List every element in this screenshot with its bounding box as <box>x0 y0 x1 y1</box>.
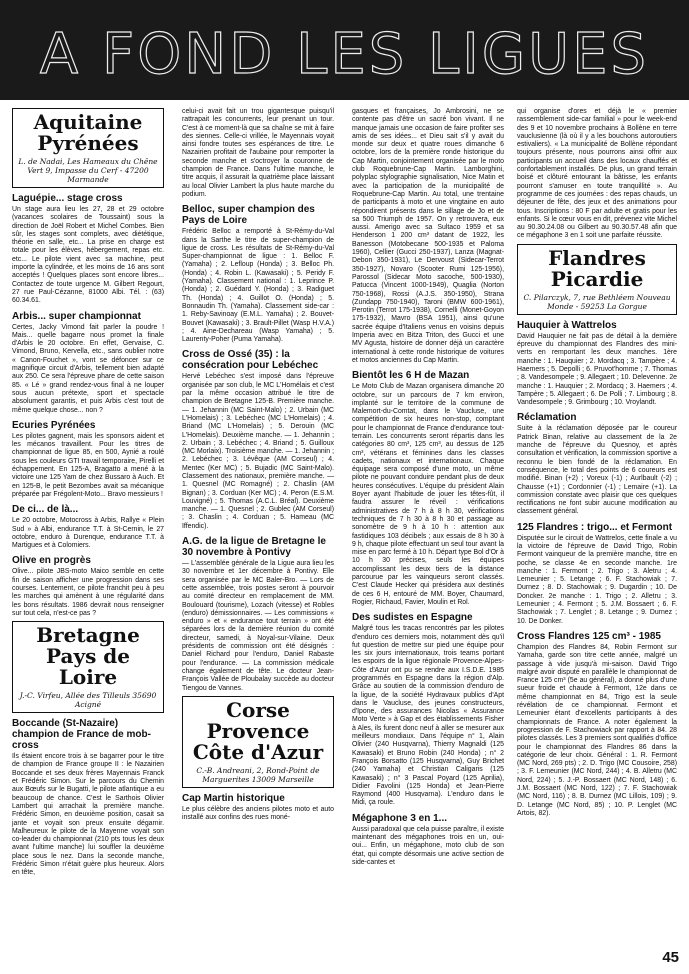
article-text: Hervé Lebéchec s'est imposé dans l'épreuve organisée par son club, le MC L'Homélais et c'est par la même occasion attribué le titre de champion de Bretagne 125-B. Première manche. — 1. Jehannin (MC Saint-Malo) ; 2. Urbain (MC L'Homelais) ; 3. Lebéchec (MC L'Homelais) ; 4. Briand (MC L'Homelais) ; 5. Derouin (MC L'Homelais). Deuxième manche. — 1. Jehannin ; 2. Urbain ; 3. Lebéchec ; 4. Briand ; 5. Guilloux (MC Morlaix). Troisième manche. — 1. Jehannin ; 2. Lebéchec ; 3. Lévêque (AM Corseul) ; 4. Mentec (Ker MC) ; 5. Bujadic (MC Saint-Malo). Classement des nationaux, première manche. — 1. Quesnel (MC Romagné) ; 2. Chaslin (AM Bignan) ; 3. Corduan (Ker MC) ; 4. Peron (E.S.M. Louvigné) ; 5. Thomas (A.C.L. Bréal). Deuxième manche. — 1. Quesnel ; 2. Gublec (AM Corseul) ; 3. Chaslin ; 4. Corduan ; 5. Hameau (MC Iffendic). <box>182 373 334 530</box>
article-text: David Hauquier ne fait pas de détail à la dernière épreuve du championnat des Flandres des mini-verts en remportant les deux manches. 1ère manche : 1. Hauquier ; 2. Mordacq ; 3. Tampère ; 4. Haemers ; 5. Depolli ; 6. Pruvot'homme ; 7. Thomas ; 8. Vandesompele ; 9. Allegaert ; 10. Delevenne. 2e manche : 1. Hauquier ; 2. Mordacq ; 3. Haemers ; 4. Tampère ; 5. Allegaert ; 6. De Polli ; 7. Limbourg ; 8. Vandesompele ; 9. Grimbourg ; 10. Vroylandt. <box>517 332 677 407</box>
article-text: Le plus célèbre des anciens pilotes moto et auto installé aux confins des rues moné- <box>182 805 334 822</box>
article-heading: Belloc, super champion des Pays de Loire <box>182 204 315 227</box>
article-text: Le Moto Club de Mazan organisera dimanche 20 octobre, sur un parcours de 7 km environ, implanté sur le territoire de la commune de Malemort-du-Comtat, dans le Vaucluse, une compétition de six heures non-stop, comptant pour le championnat de France d'endurance tout-terrain. Les concurrents seront répartis dans les catégories 80 cm³, 125 cm³, au dessus de 125 cm³, vétérans et féminines dans les classes cadets, nationaux et internationaux. Chaque équipage sera composé d'une moto, un même pilote ne pouvant conduire pendant plus de deux heures consécutives. L'équipe du président Alain Boyer ayant l'habitude de jouer les têtes-fût, il faudra assurer le réveil : vérifications administratives de 7 h à 8 h 30, vérifications techniques de 7 h 30 à 8 h 30 et passage au sonomètre de 9 h à 10 h : attention aux fastidiques 103 décibels ; aux essais de 8 h 30 à 9 h, chaque pilote effectuant un seul tour avant la mise en parc fermé à 10 h. Départ type Bol d'Or à 10 h 30 précises, seuls les équipes accomplissant les deux tiers de la distance parcourue par les vainqueurs seront classés. C'est Claude Hecker qui présidera aux destinés de ces 6 H, entouré de MM. Boyer, Chaumard, Rogier, Richaud, Favier, Moulin et Rol. <box>352 383 504 606</box>
article-heading: Hauquier à Wattrelos <box>517 319 617 331</box>
league-address: C. Pilarczyk, 7, rue Bethléem Nouveau Monde - 59253 La Gorgue <box>523 292 671 311</box>
article-text: Olive... pilote JBS-moto Maico semble en cette fin de saison afficher une progression dans ses courses. Lentement, ce pilote franchit peu à peu les marches qui amènent à une régularité dans les bons résultats. 1986 devrait nous renseigner sur tout cela, n'est-ce pas ? <box>12 568 164 617</box>
league-title: Corse Provence Côte d'Azur <box>192 697 324 764</box>
article-text: Un stage aura lieu les 27, 28 et 29 octobre (vacances scolaires de Toussaint) sous la direction de Joël Robert et Michel Combes. Bien sûr, les stages sont complets, avec diététique, théorie en salle, etc... La prise en charge est totale pour les élèves, hébergement, repas etc. etc... Le pilote vient avec sa machine, peut importe la cylindrée, et les moins de 16 ans sont acceptés ! Quelques places sont encore libres... Contactez de toute urgence M. Gilbert Regourt, 27 rue Paul-Cézanne, 81000 Albi. Tél. : (63) 60.34.61. <box>12 206 164 305</box>
banner-title: A FOND LES LIGUES <box>39 22 650 87</box>
column-2 <box>182 108 334 825</box>
article-text: Frédéric Belloc a remporté à St-Rémy-du-Val dans la Sarthe le titre de super-champion de ligue de cross. Les résultats de St-Rémy-du-Val Super-championnat de ligue : 1. Belloc F. (Yamaha) ; 2. Lefloup (Honda) ; 3. Belloc Ph. (Honda) ; 4. Robin L. (Kawasaki) ; 5. Peridy F. (Yamaha). Classement national : 1. Leprince P. (Honda) ; 2. Guédard Y. (Honda) ; 3. Radiguet Th. (Honda) ; 4. Guillot O. (Honda) ; 5. Bonnaudin Th. (Yamaha). Classement side-car : 1. Reby-Savinoay (E.M.L. Yamaha) ; 2. Bouvet-Bouvet (Kawasaki) ; 3. Brault-Pillet (Wasp H.V.A.) ; 4. Aine-Dechareau (Wasp Yamaha) ; 5. Laurenty-Poher (Puma Yamaha). <box>182 228 334 344</box>
article-heading: Arbis... super championnat <box>12 310 141 322</box>
league-address: C.-B. Andreani, 2, Rond-Point de Marguerites 13009 Marseille <box>196 765 320 784</box>
article-text: Disputée sur le circuit de Wattrelos, cette finale a vu la victoire de l'épreuve de David Trigo, Robin Fermont vainqueur de la première manche, titre en poche, se classe 4e en seconde manche. 1re manche : 1. Fermont ; 2. Trigo ; 3. Aletru ; 4. Lemeunier ; 5. Letange ; 6. F. Stachowiak ; 7. Durnez ; 8. D. Stachowiak ; 9. Dugardin ; 10. De Doncker. 2e manche : 1. Trigo ; 2. Alletru ; 3. Lemeunier ; 4. Fermont ; 5. J.M. Bossaert ; 6. F. Stachowiak ; 7. Lenglet ; 8. Letange ; 9. Durnez ; 10. De Donker. <box>517 534 677 625</box>
page-number: 45 <box>662 949 679 966</box>
article-heading: Réclamation <box>517 412 577 424</box>
article-text: Aussi paradoxal que cela puisse paraître, il existe maintenant des mégaphones trois en un, oui-oui... Enfin, un mégaphone, moto club de son état, qui compte désormais une active section de side-cantes et <box>352 825 504 866</box>
article-text: Ils étaient encore trois à se bagarrer pour le titre de champion de France groupe II : le Nazairien Boccande et ses deux frères Mayennais Franck et Frédéric Simon. Sur le parcours du Chemin aux Bœufs sur le Bugatti, le pilote atlantique a eu beaucoup de chance. C'est le Sarthois Olivier Lambert qui arrachait la première manche. Frédéric Simon, en deuxième position, casait sa jante et voyait son preux ensuite dégarnir. Malheureux le pilote de la Mayenne voyait son co-leader du championnat (210 pts tous les deux avant l'ultime manche) lui souffler la deuxième place sous le nez. Dans la seconde manche, Frédéric Simon n'était guère plus heureux. Alors en tête, <box>12 753 164 877</box>
league-title: Bretagne Pays de Loire <box>36 623 140 690</box>
league-title: Flandres Picardie <box>548 245 646 291</box>
column-1 <box>12 108 164 881</box>
article-text: Suite à la réclamation déposée par le coureur Patrick Binan, relative au classement de la 2e manche de l'épreuve du Quesnoy, et après consultation et vérification, la commission sportive a reconnu le bien fondé de la réclamation. En conséquence, le total des points de 6 coureurs est modifié. Binan (+2) ; Voreux (-1) ; Aurlbault (-2) ; Chausse (+1) ; Cordonnier (-1) ; Lemaire (+1). La commission constate avec plaisir que ces quelques rectifications ne font subir aucune modification au classement général. <box>517 425 677 516</box>
article-heading: Boccande (St-Nazaire) champion de France de mob-cross <box>12 718 151 752</box>
article-heading: Mégaphone 3 en 1... <box>352 812 448 824</box>
article-text: qui organise d'ores et déjà le « premier rassemblement side-car familial » pour le week-end des 9 et 10 novembre prochains à Bollène en terre vauclusienne (là où il y a les bouchons autoroutiers estivaliers). « La municipalité de Bollène répondant toujours présente, nous pourrons ainsi offrir aux participants un accueil dans des locaux chauffés et confortablement installés. De plus, un grand terrain boisé et clôturé entourant la bâtisse, les enfants pourront s'amuser en toute tranquillité ». Au programme de ces journées : des repas chauds, un déjeuner de fête, des jeux et des animations pour tous. Inscriptions : 80 F par adulte et gratis pour les enfants. Si le cœur vous en dit, prévenez vite Michel au 90.30.24.08 ou Gilbert au 90.30.57.48 afin que ce mégaphone 3 en 1 soit une parfaite réussite. <box>517 108 677 240</box>
article-text: Champion des Flandres 84, Robin Fermont sur Yamaha, garde son titre cette année, malgré un passage à vide jusqu'à mi-saison. David Trigo malgré avoir disputé en parallèle le championnat de France 125 cm³ (5e au général), a donné plus d'une sueur froide et chaude à Fermont, 12e dans ce même championnat en 84, Trigo est la seule révélation de ce championnat. Fermont et Lemeunier étant d'excellents participants à des championnats de France. A noter également la progression de F. Stachowiack par rapport à 84. 28 pilotes classés. Les 3 premiers sont qualifiés d'office pour le championnat des Flandres 86 dans la catégorie de leur choix. Général : 1. R. Fermont (MC Nord, 269 pts) ; 2. D. Trigo (MC Cousoire, 258) ; 3. F. Lemeunier (MC Nord, 244) ; 4. B. Alletru (MC Nord, 224) ; 5. J.-P. Bossaert (MC Nord, 148) ; 6. J.M. Bossaert (MC Nord, 122) ; 7. F. Stachowiak (MC Nord, 116) ; 8. B. Durnez (MC Lillois, 109) ; 9. D. Letange (MC Nord, 85) ; 10. P. Lenglet (MC Artois, 82). <box>517 643 677 817</box>
banner <box>0 0 689 100</box>
league-box-aquitaine <box>12 108 164 188</box>
article-text: Les pilotes gagnent, mais les sponsors aident et les mécanos travaillent. Pour les titres de championnat de ligue 85, en 500, Aynié a roulé sous les couleurs GTI travail temporaire, Pirelli et échappement. En 125-A, Bragatto a mené à la victoire une 125 Yam de chez Bussaro à Auch. Et en 125-B, le petit Bezombes avait sa mécanique préparée par Frégolent-Moto... Bravo messieurs ! <box>12 432 164 498</box>
article-heading: A.G. de la ligue de Bretagne le 30 novembre à Pontivy <box>182 536 326 559</box>
article-text: Malgré tous les tracas rencontrés par les pilotes d'enduro ces derniers mois, notamment dès qu'il fut question de mettre sur pied une équipe pour les six jours internationaux, trois teams portant les espoirs de la ligue régionale Provence-Alpes-Côte d'Azur ont pu se rendre aux I.S.D.E. 1985 programmés en Espagne dans la région d'Alp. Grâce au soutien de la commission d'enduro de la ligue, de la société Hydravaux publics d'Apt dans le Vaucluse, des jeunes constructeurs, d'Ipone, des assurances Nicolas « Assurance Moto Verte » à Gap et des établissements Fisher à Ales, ils furent donc neuf à aller se mesurer aux meilleurs mondiaux. Dans l'équipe n° 1, Alain Olivier (240 Husqvarna), Thierry Magnaldi (125 Kawasaki) et Bruno Robin (240 Honda) ; n° 2 François Borsatto (125 Husqvarna), Guy Brichet (240 Yamaha) et Christian Caligaris (125 Kawasaki) ; n° 3 Pascal Poyard (125 Aprilia), Didier Favolini (125 Honda) et Jean-Pierre Raymond (400 Husqvarna). L'enduro dans le Midi, ça roule. <box>352 625 504 807</box>
article-heading: Cross de Ossé (35) : la consécration pour Lebéchec <box>182 349 319 372</box>
league-box-flandres <box>517 244 677 315</box>
column-3 <box>352 108 504 870</box>
article-heading: Bientôt les 6 H de Mazan <box>352 370 470 382</box>
article-text: Le 20 octobre, Motocross à Arbis, Rallye « Plein Sud » à Albi, endurance T.T. à St-Cernin, le 27 octobre, enduro à Durenque, endurance T.T. à Martigues et à Colomiers. <box>12 517 164 550</box>
article-heading: Ecuries Pyrénées <box>12 419 96 431</box>
article-heading: Laguépie... stage cross <box>12 193 123 204</box>
article-page <box>12 108 680 966</box>
article-heading: Cap Martin historique <box>182 792 285 804</box>
article-heading: Olive en progrès <box>12 555 91 567</box>
article-text: gasques et françaises, Jo Ambrosini, ne se contente pas d'être un sacré bon vivant. Il ne manque jamais une occasion de faire profiter ses amis de ses idées... et Dieu sait s'il y avait du monde sur deux et quatre roues dimanche 6 octobre, lors de la première ronde historique du Cap Martin, conjointement organisée par le moto club Roquebrune-Cap Martin. Lamborghini, polyplac stylographie signalisation, Nice Matin et avec la participation de la municipalité de Roquebrune-Cap Martin. Au total, une trentaine de participants à moto et une vingtaine en auto répondirent présents dans le sillage de Jo et de sa 500 Triumph de 1957. On y retrouvera, eux aussi. Amerigo avec sa Sultaco 1959 et sa Henderson 1 200 cm³ datant de 1922, les Banesson (Motobecane 500-1935 et Paloma 1960), Cellier (Gucci 250-1937), Lanza (Magnat-Debon 350-1931), Le Dervoust (Sidecar-Terrot 350-1927), Novaro (Scooter Rumi 125-1956), Parossol (Sidecar Moto sacoche, 500-1930), Patucca (Vincent 1000-1949), Quaglia (Norton 750-1968), Rossi (A.J.S. 350-1950), Strana (Zundapp 750-1940), Taroni (BMW 600-1961), Perotin (Terrot 175-1938), Cornelli (Monet-Goyon 175-1932), Mavro (BSA 1951), ainsi qu'une sacrée équipe d'Italiens venus en voisins depuis Imperia avec en Bitza Triton, des Gucci et une MV Agusta, histoire de donner déjà un caractère international à cette ronde historique de voitures et motos anciennes du Cap Martin. <box>352 108 504 364</box>
league-box-corse <box>182 696 334 788</box>
league-address: L. de Nadai, Les Hameaux du Chêne Vert 9, Impasse du Cerf - 47200 Marmande <box>18 157 158 184</box>
article-text: Certes, Jacky Vimond fait parler la poudre ! Mais... quelle bagarre nous promet la finale d'Arbis le 20 octobre. En effet, Gervaise, C. Vimond, Bruno, Kervella, etc., sans oublier notre « Canon-Fouchet », vont se défoncer sur ce magnifique circuit d'Arbis, tellement bien adapté aux 250. Ce sera l'épreuve phare de cette saison 85. « Lé » grand rendez-vous final à ne louper sous aucun prétexte, sport et spectacle absolument garantis, et puis Arbis c'est tout de même quelque chose... non ? <box>12 323 164 414</box>
league-title: Aquitaine Pyrénées <box>33 110 143 155</box>
article-heading: De ci... de là... <box>12 504 79 516</box>
article-heading: Cross Flandres 125 cm³ - 1985 <box>517 630 661 642</box>
league-address: J.-C. Virfeu, Allée des Tilleuls 35690 Acigné <box>19 691 157 710</box>
article-text: — L'assemblée générale de la Ligue aura lieu les 30 novembre et 1er décembre à Pontivy. Elle sera organisée par le MC Baler-Bro. — Lors de cette assemblée, trois postes seront à pourvoir au comité directeur en remplacement de MM. Boulouard (tourisme), Lozach (vitesse) et Robles (enduro) démissionnaires. — Les commissions « enduro » et « endurance tout terrain » ont été séparées lors de la dernière réunion du comité directeur, samedi, à Noyal-sur-Vilaine. Deux présidents de commission ont été désignés : Daniel Richard pour l'enduro, Daniel Rabaste pour l'endurance. — La commission médicale change également de tête. Le docteur Jean-François Vallée de Ploubalay succède au docteur Tiengou de Vannes. <box>182 560 334 692</box>
article-text: celui-ci avait fait un trou gigantesque puisqu'il rattrapait les concurrents, leur prenant un tour. C'est à ce moment-là que sa chaîne se mit à faire des siennes. Celle-ci vrillée, le Mayennais voyait ainsi fondre toutes ses espérances de titre. Le Nazairien profitait de l'aubaine pour remporter la seconde manche et s'octroyer la couronne de champion de France. Dans l'ultime manche, le titre acquis, il assurait la quatrième place laissant au local Olivier Lambert la plus haute marche du podium. <box>182 108 334 198</box>
column-4 <box>517 108 677 821</box>
league-box-bretagne <box>12 621 164 713</box>
article-heading: 125 Flandres : trigo... et Fermont <box>517 521 673 533</box>
article-heading: Des sudistes en Espagne <box>352 612 473 624</box>
